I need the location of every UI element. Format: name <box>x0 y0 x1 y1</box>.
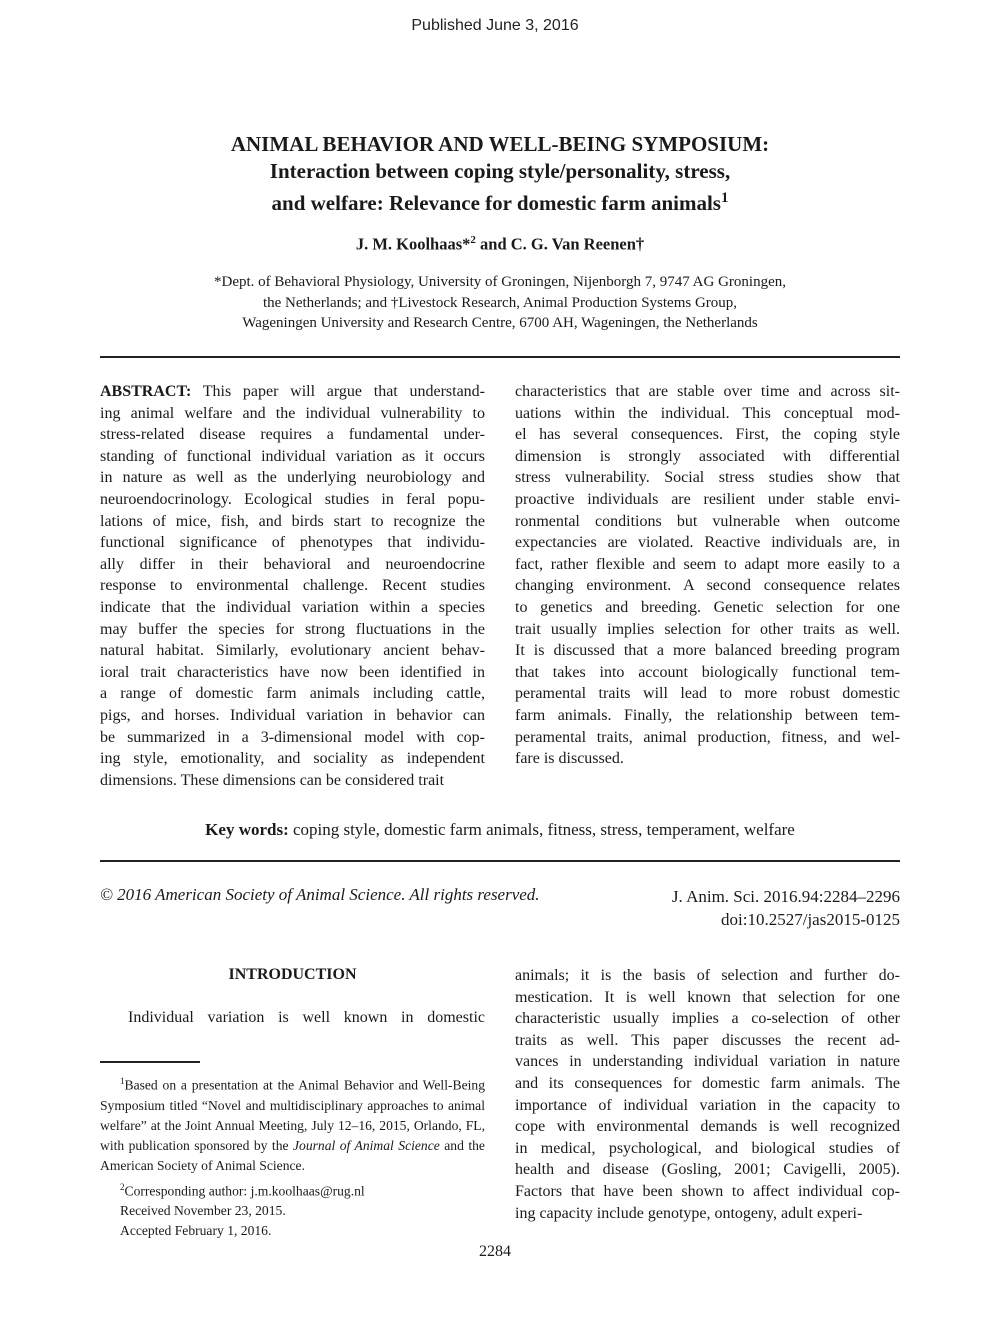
line-text: response to environmental challenge. Recent studies <box>100 577 485 595</box>
author-conjunction: and <box>475 234 511 254</box>
keywords-divider <box>100 860 900 862</box>
abs-right-line <box>515 619 900 641</box>
line-text: pigs, and horses. Individual variation in behavior can <box>100 706 485 724</box>
line-text: cope with environmental demands is well recognized <box>515 1118 900 1136</box>
line-text: trait usually implies selection for other traits as well. <box>515 620 900 638</box>
line-text: indicate that the individual variation within a species <box>100 598 485 616</box>
top-divider <box>100 356 900 358</box>
line-text: that takes into account biologically functional tem- <box>515 663 900 681</box>
title-line-1: ANIMAL BEHAVIOR AND WELL-BEING SYMPOSIUM: <box>230 132 770 156</box>
line-text: ally differ in their behavioral and neuroendocrine <box>100 555 485 573</box>
intro-right-line <box>515 1008 900 1030</box>
line-text: peramental traits, animal production, fitness, and wel- <box>515 728 900 746</box>
line-text: ing capacity include genotype, ontogeny, adult experi- <box>515 1204 863 1222</box>
keywords-label: Key words: <box>205 820 289 839</box>
abs-left-line <box>100 575 485 597</box>
abs-right-line <box>515 424 900 446</box>
line-text: characteristics that are stable over time and across sit- <box>515 383 900 400</box>
abs-right-line <box>515 683 900 705</box>
abs-left-line <box>100 770 485 792</box>
footnote-divider <box>100 1061 200 1063</box>
line-text: fare is discussed. <box>515 750 624 768</box>
line-text: importance of individual variation in the capacity to <box>515 1096 900 1114</box>
keywords-text: coping style, domestic farm animals, fitness, stress, temperament, welfare <box>288 820 795 839</box>
abs-right-line <box>515 554 900 576</box>
intro-right-line <box>515 1030 900 1052</box>
title-line-3-text: and welfare: Relevance for domestic farm animals <box>271 191 721 215</box>
affiliation-line-3: Wageningen University and Research Centre, 6700 AH, Wageningen, the Netherlands <box>242 315 758 331</box>
abs-right-line <box>515 489 900 511</box>
abs-right-line <box>515 662 900 684</box>
abs-right-line <box>515 403 900 425</box>
published-date: Published June 3, 2016 <box>411 17 579 34</box>
abs-right-line <box>515 467 900 489</box>
abs-left-line <box>100 403 485 425</box>
line-text: peramental traits will lead to more robust domestic <box>515 685 900 703</box>
line-text: expectancies are violated. Reactive individuals are, in <box>515 534 900 552</box>
abs-right-line <box>515 381 900 403</box>
footnote-1-text-b: and the American Society of Animal Science. <box>100 1138 485 1174</box>
line-text: characteristic usually implies a co-selection of other <box>515 1010 900 1028</box>
line-text: lations of mice, fish, and birds start to recognize the <box>100 512 485 530</box>
abs-left-line <box>100 705 485 727</box>
abs-left-line <box>100 381 485 403</box>
line-text: animals; it is the basis of selection and further do- <box>515 967 900 984</box>
line-text: This paper will argue that understand- <box>191 383 485 400</box>
line-text: natural habitat. Similarly, evolutionary ancient behav- <box>100 642 485 660</box>
line-text: ing style, emotionality, and sociality as independent <box>100 750 485 768</box>
abs-left-line <box>100 748 485 770</box>
article-title <box>100 131 900 217</box>
abs-right-line <box>515 532 900 554</box>
abs-left-line <box>100 511 485 533</box>
line-text: uations within the individual. This conceptual mod- <box>515 404 900 422</box>
intro-right-line <box>515 987 900 1009</box>
introduction-right-column <box>515 965 900 1224</box>
abs-left-line <box>100 662 485 684</box>
affiliations <box>100 272 900 334</box>
intro-right-line <box>515 965 900 987</box>
line-text: to genetics and breeding. Genetic selection for one <box>515 598 900 616</box>
citation-block <box>600 885 900 931</box>
author-list <box>100 234 900 255</box>
abs-right-line <box>515 597 900 619</box>
line-text: traits as well. This paper discusses the recent ad- <box>515 1031 900 1049</box>
affiliation-line-2: the Netherlands; and †Livestock Research, Animal Production Systems Group, <box>262 294 738 311</box>
title-line-2: Interaction between coping style/personality, stress, <box>269 159 731 183</box>
line-text: proactive individuals are resilient under stable envi- <box>515 490 900 508</box>
abs-left-line <box>100 619 485 641</box>
footnotes <box>100 1071 485 1242</box>
line-text: functional significance of phenotypes that individu- <box>100 534 485 552</box>
line-text: ing animal welfare and the individual vulnerability to <box>100 404 485 422</box>
intro-right-line <box>515 1181 900 1203</box>
line-text: ronmental conditions but vulnerable when outcome <box>515 512 900 530</box>
line-text: dimensions. These dimensions can be considered trait <box>100 771 445 789</box>
intro-right-line <box>515 1073 900 1095</box>
accepted-date: Accepted February 1, 2016. <box>120 1223 272 1239</box>
footnote-1 <box>100 1071 485 1177</box>
introduction-first-line: Individual variation is well known in domestic <box>128 1009 485 1026</box>
line-text: standing of functional individual variation as it occurs <box>100 447 485 465</box>
abs-right-line <box>515 727 900 749</box>
line-text: Factors that have been shown to affect individual cop- <box>515 1182 900 1200</box>
line-text: health and disease (Gosling, 2001; Cavigelli, 2005). <box>515 1161 900 1179</box>
abs-left-line <box>100 489 485 511</box>
abs-right-line <box>515 511 900 533</box>
line-text: farm animals. Finally, the relationship between tem- <box>515 706 900 724</box>
line-text: mestication. It is well known that selection for one <box>515 988 900 1006</box>
abs-left-line <box>100 424 485 446</box>
abs-right-line <box>515 575 900 597</box>
abs-right-line <box>515 705 900 727</box>
abstract-right-column <box>515 381 900 770</box>
intro-right-line <box>515 1095 900 1117</box>
author-van-reenen: C. G. Van Reenen† <box>510 234 645 254</box>
line-text: dimension is strongly associated with differential <box>515 447 900 465</box>
line-text: It is discussed that a more balanced breeding program <box>515 642 900 660</box>
doi[interactable]: doi:10.2527/jas2015-0125 <box>721 910 900 929</box>
intro-right-line <box>515 1051 900 1073</box>
abs-left-line <box>100 467 485 489</box>
abs-left-line <box>100 683 485 705</box>
introduction-heading: INTRODUCTION <box>228 966 357 983</box>
abs-left-line <box>100 597 485 619</box>
keywords <box>100 820 900 840</box>
line-text: be summarized in a 3-dimensional model with cop- <box>100 728 485 746</box>
line-text: in medical, psychological, and biological studies of <box>515 1139 900 1157</box>
line-text: ioral trait characteristics have now been identified in <box>100 663 485 681</box>
received-date: Received November 23, 2015. <box>120 1203 286 1219</box>
intro-right-line <box>515 1203 900 1225</box>
footnote-1-text-a: Based on a presentation at the Animal Behavior and Well-Being Symposium titled “Novel and multidisciplinary approaches to animal welfare” at the Joint Annual Meeting, July 12–16, 2015, Orlando, FL, with publication sponsored by the <box>100 1077 485 1154</box>
abs-right-line <box>515 748 900 770</box>
line-text: a range of domestic farm animals including cattle, <box>100 685 485 703</box>
line-text: in nature as well as the underlying neurobiology and <box>100 469 485 487</box>
abs-right-line <box>515 640 900 662</box>
line-text: changing environment. A second consequence relates <box>515 577 900 595</box>
abs-left-line <box>100 554 485 576</box>
abstract-left-column <box>100 381 485 791</box>
intro-right-line <box>515 1116 900 1138</box>
affiliation-line-1: *Dept. of Behavioral Physiology, University of Groningen, Nijenborgh 7, 9747 AG Groningen, <box>213 274 786 290</box>
journal-citation: J. Anim. Sci. 2016.94:2284–2296 <box>671 887 900 906</box>
footnote-1-mark: 1 <box>120 1076 125 1086</box>
abs-right-line <box>515 446 900 468</box>
line-text: el has several consequences. First, the coping style <box>515 426 900 444</box>
footnote-2-mark: 2 <box>120 1181 125 1192</box>
abs-left-line <box>100 446 485 468</box>
line-text: stress-related disease requires a fundamental under- <box>100 426 485 444</box>
line-text: neuroendocrinology. Ecological studies in feral popu- <box>100 490 485 508</box>
intro-right-line <box>515 1138 900 1160</box>
title-footnote-mark[interactable]: 1 <box>720 190 729 206</box>
line-text: stress vulnerability. Social stress studies show that <box>515 469 900 487</box>
abs-left-line <box>100 727 485 749</box>
footnote-1-journal: Journal of Animal Science <box>293 1138 440 1154</box>
abstract-heading: ABSTRACT: <box>100 383 192 400</box>
title-line-3 <box>100 185 900 217</box>
intro-right-line <box>515 1159 900 1181</box>
page-number: 2284 <box>479 1243 511 1260</box>
author-footnote-mark[interactable]: 2 <box>470 234 476 246</box>
footnote-2 <box>100 1177 485 1202</box>
abs-left-line <box>100 532 485 554</box>
copyright-notice: © 2016 American Society of Animal Science. All rights reserved. <box>100 885 540 904</box>
corresponding-author[interactable]: Corresponding author: j.m.koolhaas@rug.nl <box>124 1183 365 1199</box>
line-text: may buffer the species for strong fluctuations in the <box>100 620 485 638</box>
line-text: vances in understanding individual variation in nature <box>515 1053 900 1071</box>
line-text: fact, rather flexible and seem to adapt more easily to a <box>515 555 900 573</box>
line-text: and its consequences for domestic farm animals. The <box>515 1074 900 1092</box>
abs-left-line <box>100 640 485 662</box>
author-koolhaas: J. M. Koolhaas* <box>355 234 471 254</box>
